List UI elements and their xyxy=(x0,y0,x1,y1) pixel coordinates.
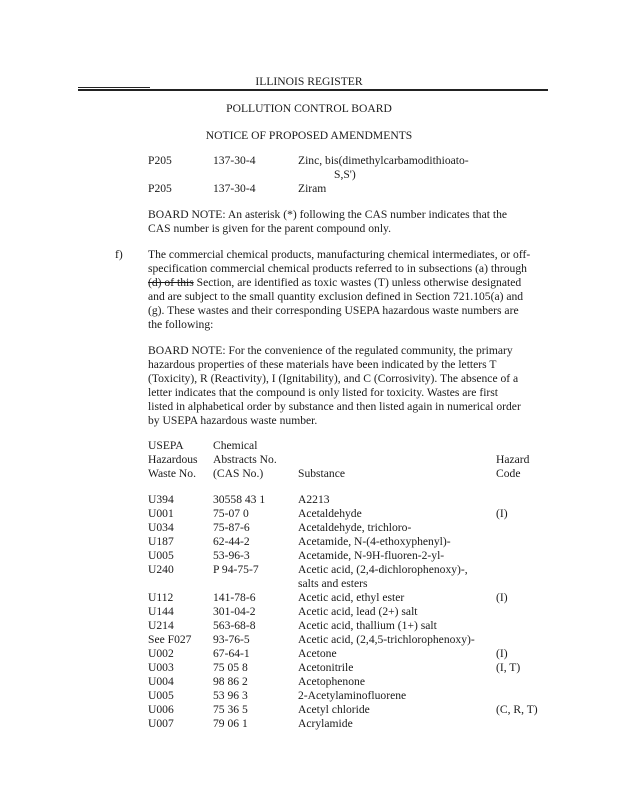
section-f-line: The commercial chemical products, manufacturing chemical intermediates, or off- xyxy=(148,248,531,261)
cas-number: 75-87-6 xyxy=(213,521,250,534)
header-rule xyxy=(78,89,548,91)
substance-name: Acetamide, N-(4-ethoxyphenyl)- xyxy=(298,535,451,548)
cas-number: 141-78-6 xyxy=(213,591,256,604)
table-row xyxy=(0,689,618,703)
substance-name: Zinc, bis(dimethylcarbamodithioato- xyxy=(298,154,469,167)
table-row xyxy=(0,619,618,633)
hazard-code: (I) xyxy=(496,591,508,604)
waste-number: U112 xyxy=(148,591,174,604)
table-row xyxy=(0,647,618,661)
table-row xyxy=(0,549,618,563)
notice-title: NOTICE OF PROPOSED AMENDMENTS xyxy=(205,129,413,142)
cas-number: 137-30-4 xyxy=(213,154,256,167)
section-label: f) xyxy=(115,248,123,261)
substance-name: Ziram xyxy=(298,182,327,195)
table-row xyxy=(0,675,618,689)
header-waste-line: Waste No. xyxy=(148,467,197,480)
substance-name: Acetic acid, (2,4,5-trichlorophenoxy)- xyxy=(298,633,475,646)
waste-number: See F027 xyxy=(148,633,192,646)
cas-number: 79 06 1 xyxy=(213,717,248,730)
board-note-2-line: (Toxicity), R (Reactivity), I (Ignitability), and C (Corrosivity). The absence of a xyxy=(148,372,519,385)
cas-number: 301-04-2 xyxy=(213,605,256,618)
substance-name: Acetamide, N-9H-fluoren-2-yl- xyxy=(298,549,445,562)
substance-name: 2-Acetylaminofluorene xyxy=(298,689,407,702)
table-row xyxy=(0,535,618,549)
table-row xyxy=(0,493,618,507)
substance-name-cont: salts and esters xyxy=(298,577,368,590)
cas-number: 75-07 0 xyxy=(213,507,249,520)
header-waste-line: USEPA xyxy=(148,439,184,452)
table-row xyxy=(0,154,618,168)
waste-number: U005 xyxy=(148,689,174,702)
waste-number: U187 xyxy=(148,535,174,548)
table-row-continuation xyxy=(0,168,618,182)
substance-name: Acetic acid, ethyl ester xyxy=(298,591,405,604)
board-note-1-line: CAS number is given for the parent compound only. xyxy=(148,222,391,235)
waste-number: U005 xyxy=(148,549,174,562)
table-row xyxy=(0,633,618,647)
waste-number: U001 xyxy=(148,507,174,520)
waste-number: U394 xyxy=(148,493,174,506)
substance-name: Acetic acid, (2,4-dichlorophenoxy)-, xyxy=(298,563,468,576)
waste-number: U034 xyxy=(148,521,174,534)
waste-number: P205 xyxy=(148,154,172,167)
table-row xyxy=(0,521,618,535)
board-note-2-line: hazardous properties of these materials have been indicated by the letters T xyxy=(148,358,497,371)
cas-number: 563-68-8 xyxy=(213,619,256,632)
struck-text: (d) of this xyxy=(148,276,194,289)
waste-number: U007 xyxy=(148,717,174,730)
substance-name: Acetone xyxy=(298,647,337,660)
cas-number: 75 36 5 xyxy=(213,703,248,716)
table-row xyxy=(0,605,618,619)
section-f-text: Section, are identified as toxic wastes (T) unless otherwise designated xyxy=(193,276,522,289)
cas-number: 67-64-1 xyxy=(213,647,250,660)
header-waste-line: Hazardous xyxy=(148,453,198,466)
cas-number: 75 05 8 xyxy=(213,661,248,674)
waste-number: U003 xyxy=(148,661,174,674)
hazard-code: (I) xyxy=(496,507,508,520)
cas-number: 30558 43 1 xyxy=(213,493,266,506)
substance-name: Acetaldehyde xyxy=(298,507,362,520)
substance-name: Acetyl chloride xyxy=(298,703,370,716)
substance-name: Acetophenone xyxy=(298,675,365,688)
header-cas-line: Abstracts No. xyxy=(213,453,277,466)
board-note-1-line: BOARD NOTE: An asterisk (*) following the CAS number indicates that the xyxy=(148,208,508,221)
hazard-code: (I) xyxy=(496,647,508,660)
header-cas-line: Chemical xyxy=(213,439,258,452)
substance-name: Acetaldehyde, trichloro- xyxy=(298,521,412,534)
table-row xyxy=(0,507,618,521)
cas-number: 53-96-3 xyxy=(213,549,250,562)
substance-name: Acetic acid, thallium (1+) salt xyxy=(298,619,437,632)
substance-name-cont: S,S') xyxy=(334,168,356,181)
substance-name: A2213 xyxy=(298,493,330,506)
substance-name: Acetonitrile xyxy=(298,661,354,674)
section-f-line: specification commercial chemical products referred to in subsections (a) through xyxy=(148,262,527,275)
substance-name: Acetic acid, lead (2+) salt xyxy=(298,605,418,618)
table-row-continuation xyxy=(0,577,618,591)
section-f-line: the following: xyxy=(148,318,214,331)
cas-number: 93-76-5 xyxy=(213,633,250,646)
hazard-code: (I, T) xyxy=(496,661,521,674)
table-row xyxy=(0,182,618,196)
table-row xyxy=(0,703,618,717)
hazard-code: (C, R, T) xyxy=(496,703,538,716)
board-note-2-line: BOARD NOTE: For the convenience of the regulated community, the primary xyxy=(148,344,513,357)
waste-number: U214 xyxy=(148,619,174,632)
header-cas-line: (CAS No.) xyxy=(213,467,264,480)
header-hazard-line: Hazard xyxy=(496,453,530,466)
table-row xyxy=(0,591,618,605)
register-title: ILLINOIS REGISTER xyxy=(255,75,363,88)
cas-number: P 94-75-7 xyxy=(213,563,259,576)
cas-number: 98 86 2 xyxy=(213,675,248,688)
waste-number: U240 xyxy=(148,563,174,576)
board-note-2-line: letter indicates that the compound is only listed for toxicity. Wastes are first xyxy=(148,386,499,399)
waste-number: U004 xyxy=(148,675,174,688)
waste-number: U144 xyxy=(148,605,174,618)
section-f-line: and are subject to the small quantity exclusion defined in Section 721.105(a) and xyxy=(148,290,524,303)
waste-number: U006 xyxy=(148,703,174,716)
board-title: POLLUTION CONTROL BOARD xyxy=(226,102,392,115)
section-f-line: (g). These wastes and their corresponding USEPA hazardous waste numbers are xyxy=(148,304,519,317)
table-row xyxy=(0,661,618,675)
cas-number: 137-30-4 xyxy=(213,182,256,195)
board-note-2-line: listed in alphabetical order by substance and then listed again in numerical order xyxy=(148,400,521,413)
substance-name: Acrylamide xyxy=(298,717,353,730)
header-substance: Substance xyxy=(298,467,346,480)
table-row xyxy=(0,563,618,577)
table-row xyxy=(0,717,618,731)
cas-number: 62-44-2 xyxy=(213,535,250,548)
waste-number: P205 xyxy=(148,182,172,195)
cas-number: 53 96 3 xyxy=(213,689,248,702)
section-f-line xyxy=(148,276,521,290)
board-note-2-line: by USEPA hazardous waste number. xyxy=(148,414,318,427)
header-hazard-line: Code xyxy=(496,467,521,480)
waste-number: U002 xyxy=(148,647,174,660)
